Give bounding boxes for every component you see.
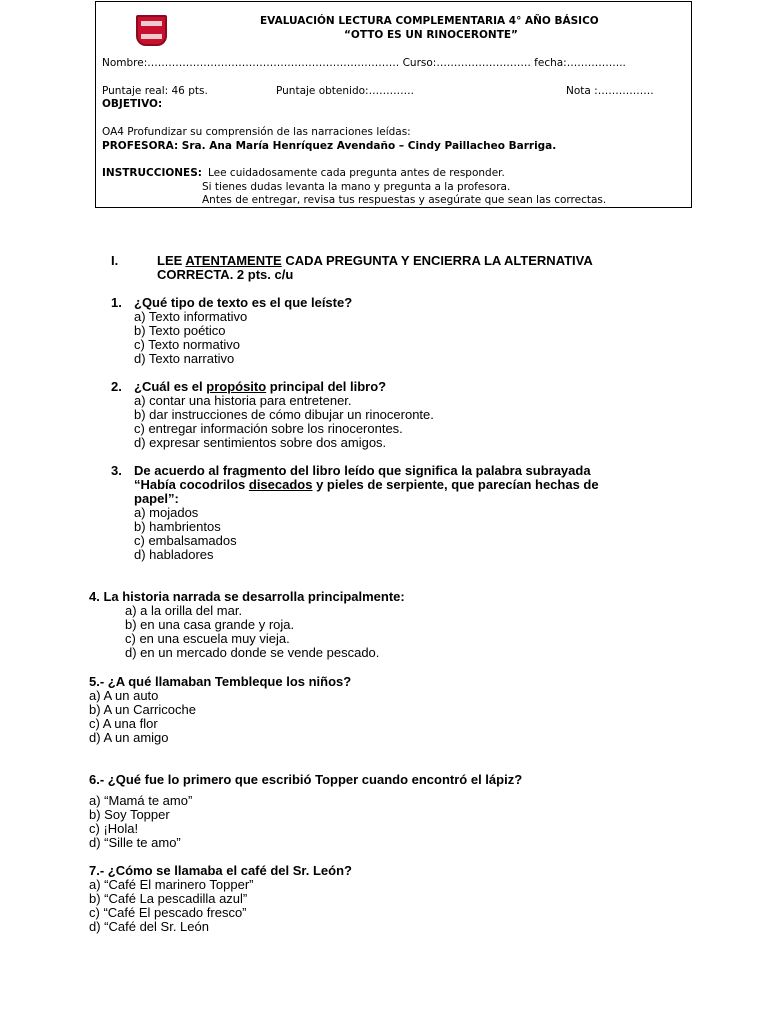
q3-option-a[interactable]: a) mojados — [134, 505, 199, 520]
section-instruction-line2: CORRECTA. 2 pts. c/u — [157, 267, 294, 282]
q6-option-d[interactable]: d) “Sille te amo” — [89, 835, 181, 850]
instrucciones-label: INSTRUCCIONES: — [102, 167, 202, 179]
instruccion-1: Lee cuidadosamente cada pregunta antes de responder. — [208, 167, 505, 179]
book-title: “OTTO ES UN RINOCERONTE” — [344, 29, 518, 41]
q2-option-a[interactable]: a) contar una historia para entretener. — [134, 393, 352, 408]
q6-question: 6.- ¿Qué fue lo primero que escribió Topper cuando encontró el lápiz? — [89, 772, 523, 787]
objetivo-label: OBJETIVO: — [102, 98, 163, 110]
q3-question-line1: De acuerdo al fragmento del libro leído que significa la palabra subrayada — [134, 463, 591, 478]
proposito-underlined: propósito — [206, 379, 267, 394]
q3-option-d[interactable]: d) habladores — [134, 547, 214, 562]
q7-option-a[interactable]: a) “Café El marinero Topper” — [89, 877, 254, 892]
q1-number: 1. — [111, 295, 122, 310]
q5-question: 5.- ¿A qué llamaban Tembleque los niños? — [89, 674, 352, 689]
q4-option-d[interactable]: d) en un mercado donde se vende pescado. — [125, 645, 380, 660]
q2-question: ¿Cuál es el propósito principal del libro? — [134, 379, 387, 394]
q6-option-a[interactable]: a) “Mamá te amo” — [89, 793, 193, 808]
student-info-line: Nombre:……………………………………………………………… Curso:……………………… fecha:…………….. — [102, 57, 626, 69]
q3-option-c[interactable]: c) embalsamados — [134, 533, 237, 548]
q2-option-d[interactable]: d) expresar sentimientos sobre dos amigos. — [134, 435, 387, 450]
section-number: I. — [111, 253, 119, 268]
q4-option-c[interactable]: c) en una escuela muy vieja. — [125, 631, 290, 646]
q7-option-d[interactable]: d) “Café del Sr. León — [89, 919, 209, 934]
q3-option-b[interactable]: b) hambrientos — [134, 519, 221, 534]
instruccion-2: Si tienes dudas levanta la mano y pregunta a la profesora. — [202, 181, 511, 193]
q6-option-b[interactable]: b) Soy Topper — [89, 807, 170, 822]
q5-option-a[interactable]: a) A un auto — [89, 688, 159, 703]
q1-option-b[interactable]: b) Texto poético — [134, 323, 226, 338]
q4-option-a[interactable]: a) a la orilla del mar. — [125, 603, 243, 618]
q2-option-b[interactable]: b) dar instrucciones de cómo dibujar un rinoceronte. — [134, 407, 434, 422]
q7-option-b[interactable]: b) “Café La pescadilla azul” — [89, 891, 248, 906]
q3-number: 3. — [111, 463, 122, 478]
q1-option-c[interactable]: c) Texto normativo — [134, 337, 240, 352]
q1-option-d[interactable]: d) Texto narrativo — [134, 351, 235, 366]
q3-question-line3: papel”: — [134, 491, 179, 506]
atentamente-underlined: ATENTAMENTE — [185, 253, 282, 268]
q4-question: 4. La historia narrada se desarrolla principalmente: — [89, 589, 405, 604]
header-box — [95, 1, 692, 208]
q5-option-b[interactable]: b) A un Carricoche — [89, 702, 196, 717]
puntaje-obtenido: Puntaje obtenido:…………. — [276, 85, 414, 97]
evaluation-title: EVALUACIÓN LECTURA COMPLEMENTARIA 4° AÑO BÁSICO — [260, 15, 599, 27]
q6-option-c[interactable]: c) ¡Hola! — [89, 821, 139, 836]
school-logo — [136, 15, 167, 46]
q7-question: 7.- ¿Cómo se llamaba el café del Sr. León? — [89, 863, 352, 878]
q7-option-c[interactable]: c) “Café El pescado fresco” — [89, 905, 247, 920]
nota: Nota :……………. — [566, 85, 654, 97]
section-instruction-line1: LEE ATENTAMENTE CADA PREGUNTA Y ENCIERRA LA ALTERNATIVA — [157, 253, 593, 268]
q2-option-c[interactable]: c) entregar información sobre los rinocerontes. — [134, 421, 403, 436]
q4-option-b[interactable]: b) en una casa grande y roja. — [125, 617, 295, 632]
q5-option-d[interactable]: d) A un amigo — [89, 730, 169, 745]
q1-option-a[interactable]: a) Texto informativo — [134, 309, 248, 324]
puntaje-real: Puntaje real: 46 pts. — [102, 85, 208, 97]
q2-number: 2. — [111, 379, 122, 394]
disecados-underlined: disecados — [248, 477, 313, 492]
q1-question: ¿Qué tipo de texto es el que leíste? — [134, 295, 353, 310]
objetivo-oa4: OA4 Profundizar su comprensión de las narraciones leídas: — [102, 126, 411, 138]
q5-option-c[interactable]: c) A una flor — [89, 716, 158, 731]
instruccion-3: Antes de entregar, revisa tus respuestas y asegúrate que sean las correctas. — [202, 194, 607, 206]
q3-question-line2: “Había cocodrilos disecados y pieles de serpiente, que parecían hechas de — [134, 477, 599, 492]
profesora: PROFESORA: Sra. Ana María Henríquez Avendaño – Cindy Paillacheo Barriga. — [102, 140, 557, 152]
